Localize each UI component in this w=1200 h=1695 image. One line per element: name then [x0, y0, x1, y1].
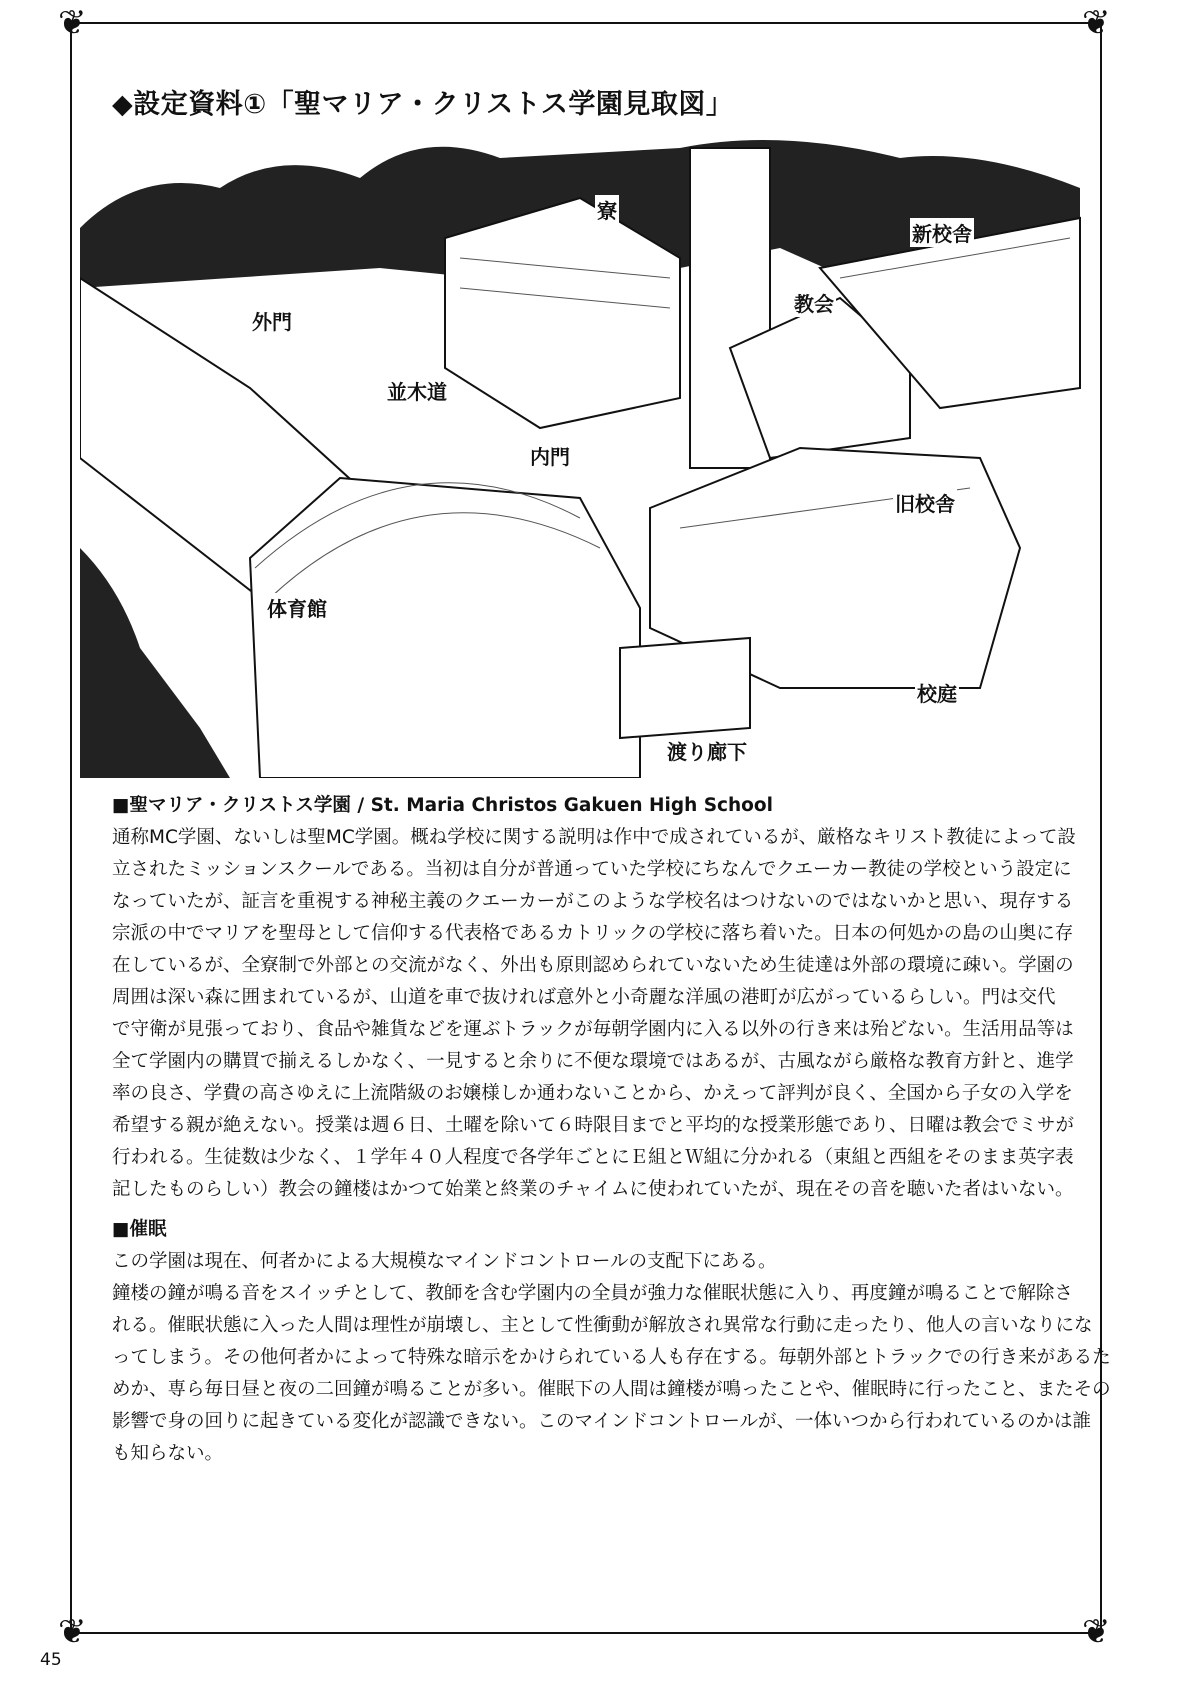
body-line: 全て学園内の購買で揃えるしかなく、一見すると余りに不便な環境ではあるが、古風ながら厳格な教育方針と、進学 [112, 1051, 1074, 1072]
map-label-inner-gate: 内門 [528, 441, 572, 470]
corner-ornament-icon: ❦ [58, 1612, 87, 1652]
body-line: 行われる。生徒数は少なく、１学年４０人程度で各学年ごとにＥ組とＷ組に分かれる（東組と西組をそのまま英字表 [112, 1147, 1074, 1168]
map-label-corridor: 渡り廊下 [665, 736, 749, 765]
map-label-church: 教会 [792, 288, 836, 317]
body-line: で守衛が見張っており、食品や雑貨などを運ぶトラックが毎朝学園内に入る以外の行き来は殆どない。生活用品等は [112, 1019, 1074, 1040]
map-label-gymnasium: 体育館 [265, 593, 329, 622]
description-body [112, 790, 1111, 1470]
body-line: 記したものらしい）教会の鐘楼はかつて始業と終業のチャイムに使われていたが、現在その音を聴いた者はいない。 [112, 1179, 1074, 1200]
body-line: 宗派の中でマリアを聖母として信仰する代表格であるカトリックの学校に落ち着いた。日本の何処かの島の山奥に存 [112, 923, 1074, 944]
top-border-line [70, 22, 1100, 24]
body-line: 周囲は深い森に囲まれているが、山道を車で抜ければ意外と小奇麗な洋風の港町が広がっているらしい。門は交代 [112, 987, 1056, 1008]
body-line: 率の良さ、学費の高さゆえに上流階級のお嬢様しか通わないことから、かえって評判が良く、全国から子女の入学を [112, 1083, 1073, 1104]
body-line: ってしまう。その他何者かによって特殊な暗示をかけられている人も存在する。毎朝外部とトラックでの行き来があるた [112, 1347, 1111, 1368]
body-line: 在しているが、全寮制で外部との交流がなく、外出も原則認められていないため生徒達は外部の環境に疎い。学園の [112, 955, 1074, 976]
campus-map-illustration [80, 128, 1090, 778]
body-line: なっていたが、証言を重視する神秘主義のクエーカーがこのような学校名はつけないのではないかと思い、現存する [112, 891, 1074, 912]
body-line: 影響で身の回りに起きている変化が認識できない。このマインドコントロールが、一体いつから行われているのかは誰 [112, 1411, 1092, 1432]
map-label-old-building: 旧校舎 [893, 488, 957, 517]
body-line: 通称MC学園、ないしは聖MC学園。概ね学校に関する説明は作中で成されているが、厳格なキリスト教徒によって設 [112, 827, 1076, 848]
map-label-new-building: 新校舎 [910, 218, 974, 247]
body-line: めか、専ら毎日昼と夜の二回鐘が鳴ることが多い。催眠下の人間は鐘楼が鳴ったことや、催眠時に行ったこと、またその [112, 1379, 1111, 1400]
map-label-tree-lined-path: 並木道 [385, 376, 449, 405]
body-line: れる。催眠状態に入った人間は理性が崩壊し、主として性衝動が解放され異常な行動に走ったり、他人の言いなりにな [112, 1315, 1093, 1336]
page-number: 45 [40, 1650, 62, 1670]
section-heading-hypnosis: ■催眠 [112, 1219, 167, 1240]
body-line: 鐘楼の鐘が鳴る音をスイッチとして、教師を含む学園内の全員が強力な催眠状態に入り、再度鐘が鳴ることで解除さ [112, 1283, 1073, 1304]
page-title: ◆設定資料①「聖マリア・クリストス学園見取図」 [112, 89, 734, 120]
body-line: この学園は現在、何者かによる大規模なマインドコントロールの支配下にある。 [112, 1251, 777, 1272]
body-line: も知らない。 [112, 1443, 224, 1464]
map-label-outer-gate: 外門 [250, 306, 294, 335]
corner-ornament-icon: ❦ [1082, 1612, 1111, 1652]
corner-ornament-icon: ❦ [1082, 3, 1111, 43]
map-label-schoolyard: 校庭 [915, 678, 959, 707]
map-label-dorm: 寮 [595, 195, 619, 224]
body-line: 立されたミッションスクールである。当初は自分が普通っていた学校にちなんでクエーカー教徒の学校という設定に [112, 859, 1072, 880]
section-heading-school: ■聖マリア・クリストス学園 / St. Maria Christos Gakuen High School [112, 795, 773, 816]
bottom-border-line [70, 1632, 1100, 1634]
body-line: 希望する親が絶えない。授業は週６日、土曜を除いて６時限目までと平均的な授業形態であり、日曜は教会でミサが [112, 1115, 1075, 1136]
corner-ornament-icon: ❦ [58, 3, 87, 43]
